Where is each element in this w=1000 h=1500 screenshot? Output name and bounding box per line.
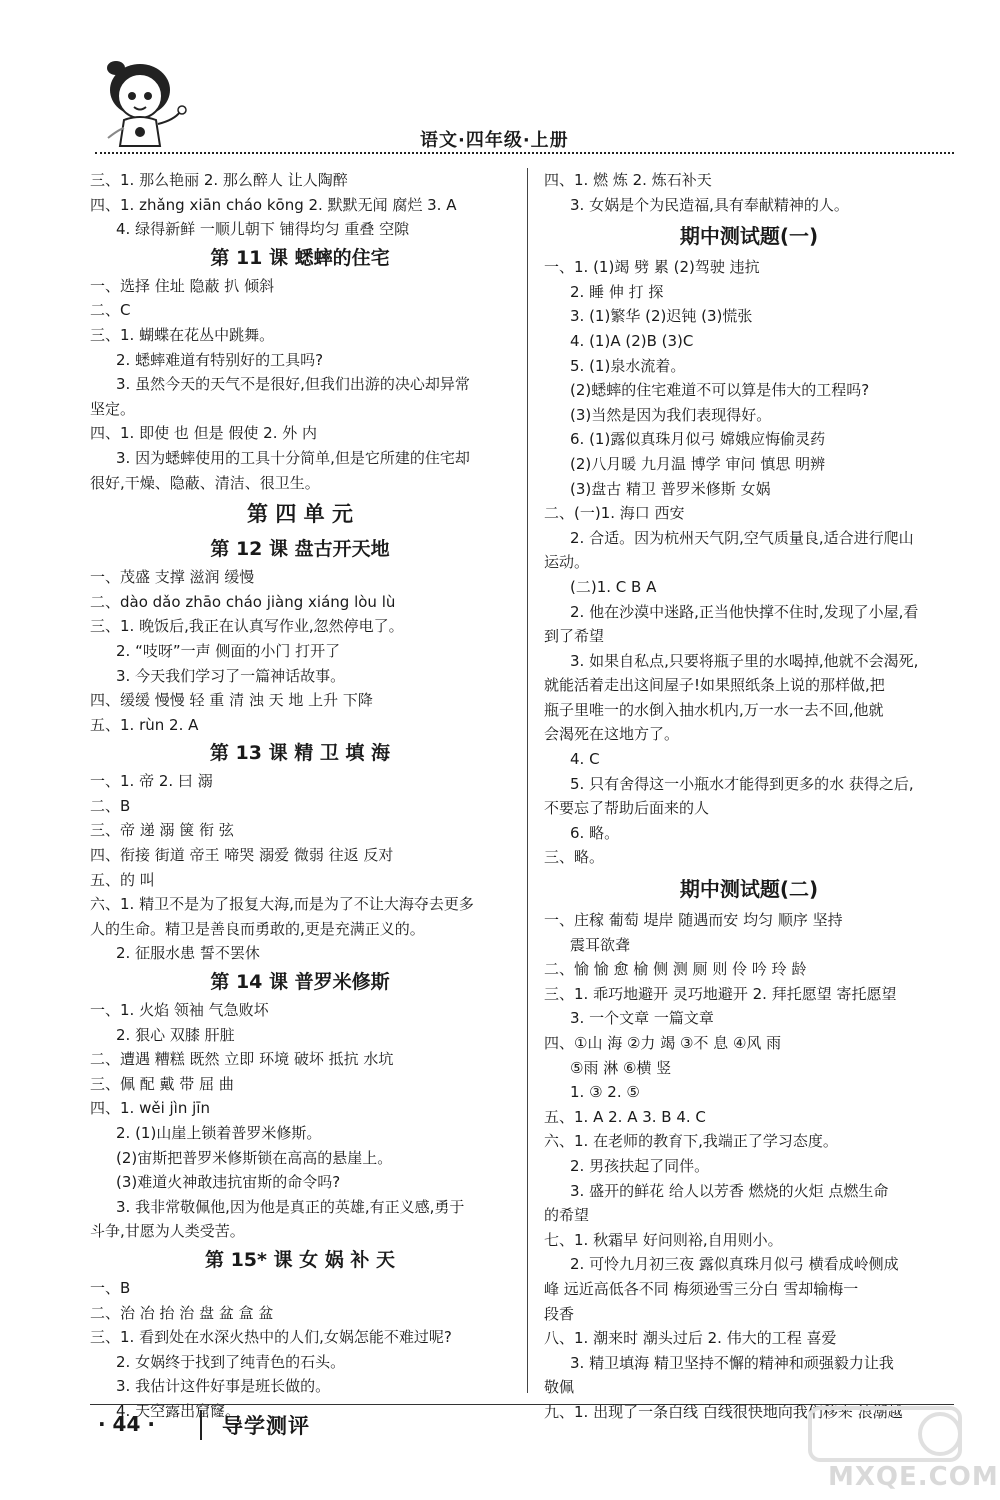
answer-line: 六、1. 在老师的教育下,我端正了学习态度。: [544, 1132, 838, 1151]
answer-line: 人的生命。精卫是善良而勇敢的,更是充满正义的。: [90, 919, 425, 938]
answer-line: 二、C: [90, 301, 131, 320]
answer-line: 3. 精卫填海 精卫坚持不懈的精神和顽强毅力让我: [570, 1353, 894, 1372]
answer-line: 一、1. (1)竭 劈 累 (2)驾驶 违抗: [544, 258, 760, 277]
answer-line: (3)盘古 精卫 普罗米修斯 女娲: [570, 479, 771, 498]
answer-line: 2. 蟋蟀难道有特别好的工具吗?: [116, 350, 324, 369]
answer-line: 2. 睡 伸 打 探: [570, 282, 664, 301]
section-heading: 期中测试题(一): [679, 224, 819, 249]
answer-line: 四、1. 即使 也 但是 假使 2. 外 内: [90, 424, 318, 443]
header-divider: [95, 152, 954, 154]
answer-line: 六、1. 精卫不是为了报复大海,而是为了不让大海夺去更多: [90, 895, 474, 914]
answer-line: 四、衔接 街道 帝王 啼哭 溺爱 微弱 往返 反对: [90, 846, 394, 865]
answer-line: 的希望: [544, 1206, 590, 1225]
answer-line: 四、1. 燃 炼 2. 炼石补天: [544, 171, 712, 189]
answer-line: 八、1. 潮来时 潮头过后 2. 伟大的工程 喜爱: [544, 1329, 837, 1348]
answer-line: 坚定。: [90, 399, 136, 418]
answer-line: 4. (1)A (2)B (3)C: [570, 331, 694, 350]
answer-line: (3)难道火神敢违抗宙斯的命令吗?: [116, 1173, 341, 1192]
answer-line: 3. 今天我们学习了一篇神话故事。: [116, 666, 346, 685]
answer-line: 3. 虽然今天的天气不是很好,但我们出游的决心却异常: [116, 375, 470, 394]
answer-line: 3. 因为蟋蟀使用的工具十分简单,但是它所建的住宅却: [116, 448, 470, 467]
answer-line: 2. 合适。因为杭州天气阴,空气质量良,适合进行爬山: [570, 528, 914, 547]
answer-line: 一、茂盛 支撑 滋润 缓慢: [90, 568, 255, 587]
answer-line: 3. 一个文章 一篇文章: [570, 1009, 714, 1028]
answer-line: 五、的 叫: [90, 870, 155, 889]
answer-line: (2)宙斯把普罗米修斯锁在高高的悬崖上。: [116, 1148, 393, 1167]
answer-line: 运动。: [544, 553, 590, 572]
answer-line: 四、①山 海 ②力 竭 ③不 息 ④风 雨: [544, 1034, 782, 1052]
answers-column-right: [544, 168, 954, 1425]
answer-line: 七、1. 秋霜早 好问则裕,自用则小。: [544, 1230, 783, 1249]
answer-line: 一、1. 帝 2. 曰 溺: [90, 772, 213, 791]
answer-line: 4. C: [570, 750, 600, 769]
answer-line: 一、选择 住址 隐蔽 扒 倾斜: [90, 276, 275, 295]
answer-line: 会渴死在这地方了。: [544, 725, 680, 744]
answer-line: 九、1. 出现了一条白线 白线很快地向我们移来 浪潮越: [544, 1402, 903, 1421]
answer-line: 三、1. 晚饭后,我正在认真写作业,忽然停电了。: [90, 617, 404, 636]
section-heading: 第 12 课 盘古开天地: [210, 538, 390, 561]
answer-line: 瓶子里唯一的水倒入抽水机内,万一水一去不回,他就: [544, 700, 884, 719]
answer-line: 2. “吱呀”一声 侧面的小门 打开了: [116, 641, 341, 660]
answer-line: 3. (1)繁华 (2)迟钝 (3)慌张: [570, 307, 753, 326]
answer-line: ⑤雨 淋 ⑥横 竖: [570, 1058, 672, 1077]
answer-line: 3. 我非常敬佩他,因为他是真正的英雄,有正义感,勇于: [116, 1197, 465, 1216]
answer-line: 峰 远近高低各不同 梅须逊雪三分白 雪却输梅一: [544, 1279, 859, 1298]
answer-line: 段香: [544, 1304, 575, 1323]
answer-line: (2)蟋蟀的住宅难道不可以算是伟大的工程吗?: [570, 381, 870, 400]
footer-separator: [200, 1410, 202, 1440]
header-title: 语文·四年级·上册: [420, 130, 569, 151]
section-heading: 第 13 课 精 卫 填 海: [209, 742, 391, 765]
column-divider: [527, 168, 528, 1393]
section-heading: 第 四 单 元: [247, 502, 353, 527]
answer-line: 到了希望: [544, 627, 605, 646]
section-heading: 第 14 课 普罗米修斯: [210, 971, 390, 994]
mascot-icon: [88, 50, 198, 160]
answer-line: 五、1. rùn 2. A: [90, 715, 199, 734]
answer-line: 四、1. zhǎng xiān cháo kōng 2. 默默无闻 腐烂 3. A: [90, 195, 457, 214]
answer-line: 很好,干燥、隐蔽、清洁、很卫生。: [90, 473, 320, 492]
answer-line: 2. 男孩扶起了同伴。: [570, 1156, 710, 1175]
answer-line: 三、1. 乖巧地避开 灵巧地避开 2. 拜托愿望 寄托愿望: [544, 984, 897, 1003]
answer-line: 2. 女娲终于找到了纯青色的石头。: [116, 1352, 346, 1371]
answer-line: 3. 女娲是个为民造福,具有奉献精神的人。: [570, 195, 849, 214]
answer-line: 二、B: [90, 796, 131, 815]
answer-line: 三、佩 配 戴 带 屈 曲: [90, 1074, 234, 1093]
answer-line: 二、治 冶 抬 治 盘 盆 盒 盆: [90, 1303, 274, 1322]
answer-line: 2. 狠心 双膝 肝脏: [116, 1025, 235, 1044]
answer-line: 二、遭遇 糟糕 既然 立即 环境 破坏 抵抗 水坑: [90, 1050, 394, 1069]
answer-line: 5. 只有舍得这一小瓶水才能得到更多的水 获得之后,: [570, 774, 914, 793]
section-heading: 第 15* 课 女 娲 补 天: [204, 1248, 396, 1271]
answer-line: 一、庄稼 葡萄 堤岸 随遇而安 均匀 顺序 坚持: [544, 911, 843, 930]
answer-line: 2. (1)山崖上锁着普罗米修斯。: [116, 1124, 322, 1142]
answer-line: 五、1. A 2. A 3. B 4. C: [544, 1107, 706, 1126]
watermark-text: MXQE.COM: [828, 1462, 999, 1492]
footer-brand: 导学测评: [222, 1414, 310, 1438]
answer-line: 2. 征服水患 誓不罢休: [116, 944, 260, 963]
answer-line: (二)1. C B A: [570, 577, 657, 596]
answer-line: 4. 天空露出窟窿。: [116, 1401, 241, 1420]
answer-line: 二、(一)1. 海口 西安: [544, 504, 685, 523]
answer-line: 四、缓缓 慢慢 轻 重 清 浊 天 地 上升 下降: [90, 691, 373, 710]
page-number: · 44 ·: [98, 1412, 155, 1436]
answer-line: 一、B: [90, 1278, 131, 1297]
answer-line: 三、略。: [544, 848, 605, 867]
answer-line: 斗争,甘愿为人类受苦。: [90, 1222, 245, 1241]
answer-line: (2)八月暖 九月温 博学 审问 慎思 明辨: [570, 454, 826, 473]
answer-line: 6. (1)露似真珠月似弓 嫦娥应悔偷灵药: [570, 430, 826, 449]
answer-line: 敬佩: [544, 1378, 575, 1397]
section-heading: 第 11 课 蟋蟀的住宅: [210, 246, 390, 269]
answer-line: 三、1. 那么艳丽 2. 那么醉人 让人陶醉: [90, 171, 348, 189]
answer-line: 一、1. 火焰 领袖 气急败坏: [90, 1001, 269, 1020]
answer-line: 四、1. wěi jìn jīn: [90, 1099, 210, 1118]
answer-line: 2. 他在沙漠中迷路,正当他快撑不住时,发现了小屋,看: [570, 602, 919, 621]
answer-line: 二、dào dǎo zhāo cháo jiàng xiáng lòu lù: [90, 592, 396, 611]
answer-line: 三、帝 递 溺 箧 衔 弦: [90, 821, 234, 840]
answer-line: 2. 可怜九月初三夜 露似真珠月似弓 横看成岭侧成: [570, 1255, 899, 1274]
answer-line: 就能活着走出这间屋子!如果照纸条上说的那样做,把: [544, 676, 885, 695]
answers-column-left: [90, 168, 510, 1424]
answer-line: 4. 绿得新鲜 一顺儿朝下 铺得均匀 重叠 空隙: [116, 220, 410, 239]
answer-line: 三、1. 蝴蝶在花丛中跳舞。: [90, 325, 275, 344]
answer-line: 3. 我估计这件好事是班长做的。: [116, 1377, 331, 1396]
answer-line: 不要忘了帮助后面来的人: [544, 799, 710, 818]
answer-line: 震耳欲聋: [570, 935, 631, 954]
answer-line: 二、愉 愉 愈 榆 侧 测 厕 则 伶 吟 玲 龄: [544, 960, 807, 979]
answer-line: 5. (1)泉水流着。: [570, 356, 686, 375]
answer-line: 3. 盛开的鲜花 给人以芳香 燃烧的火炬 点燃生命: [570, 1181, 889, 1200]
page-header: [0, 0, 1000, 160]
answer-line: 6. 略。: [570, 823, 620, 842]
answer-line: 三、1. 看到处在水深火热中的人们,女娲怎能不难过呢?: [90, 1328, 452, 1347]
answer-line: (3)当然是因为我们表现得好。: [570, 405, 772, 424]
section-heading: 期中测试题(二): [679, 877, 819, 902]
answer-line: 3. 如果自私点,只要将瓶子里的水喝掉,他就不会渴死,: [570, 651, 919, 670]
answer-line: 1. ③ 2. ⑤: [570, 1083, 640, 1102]
